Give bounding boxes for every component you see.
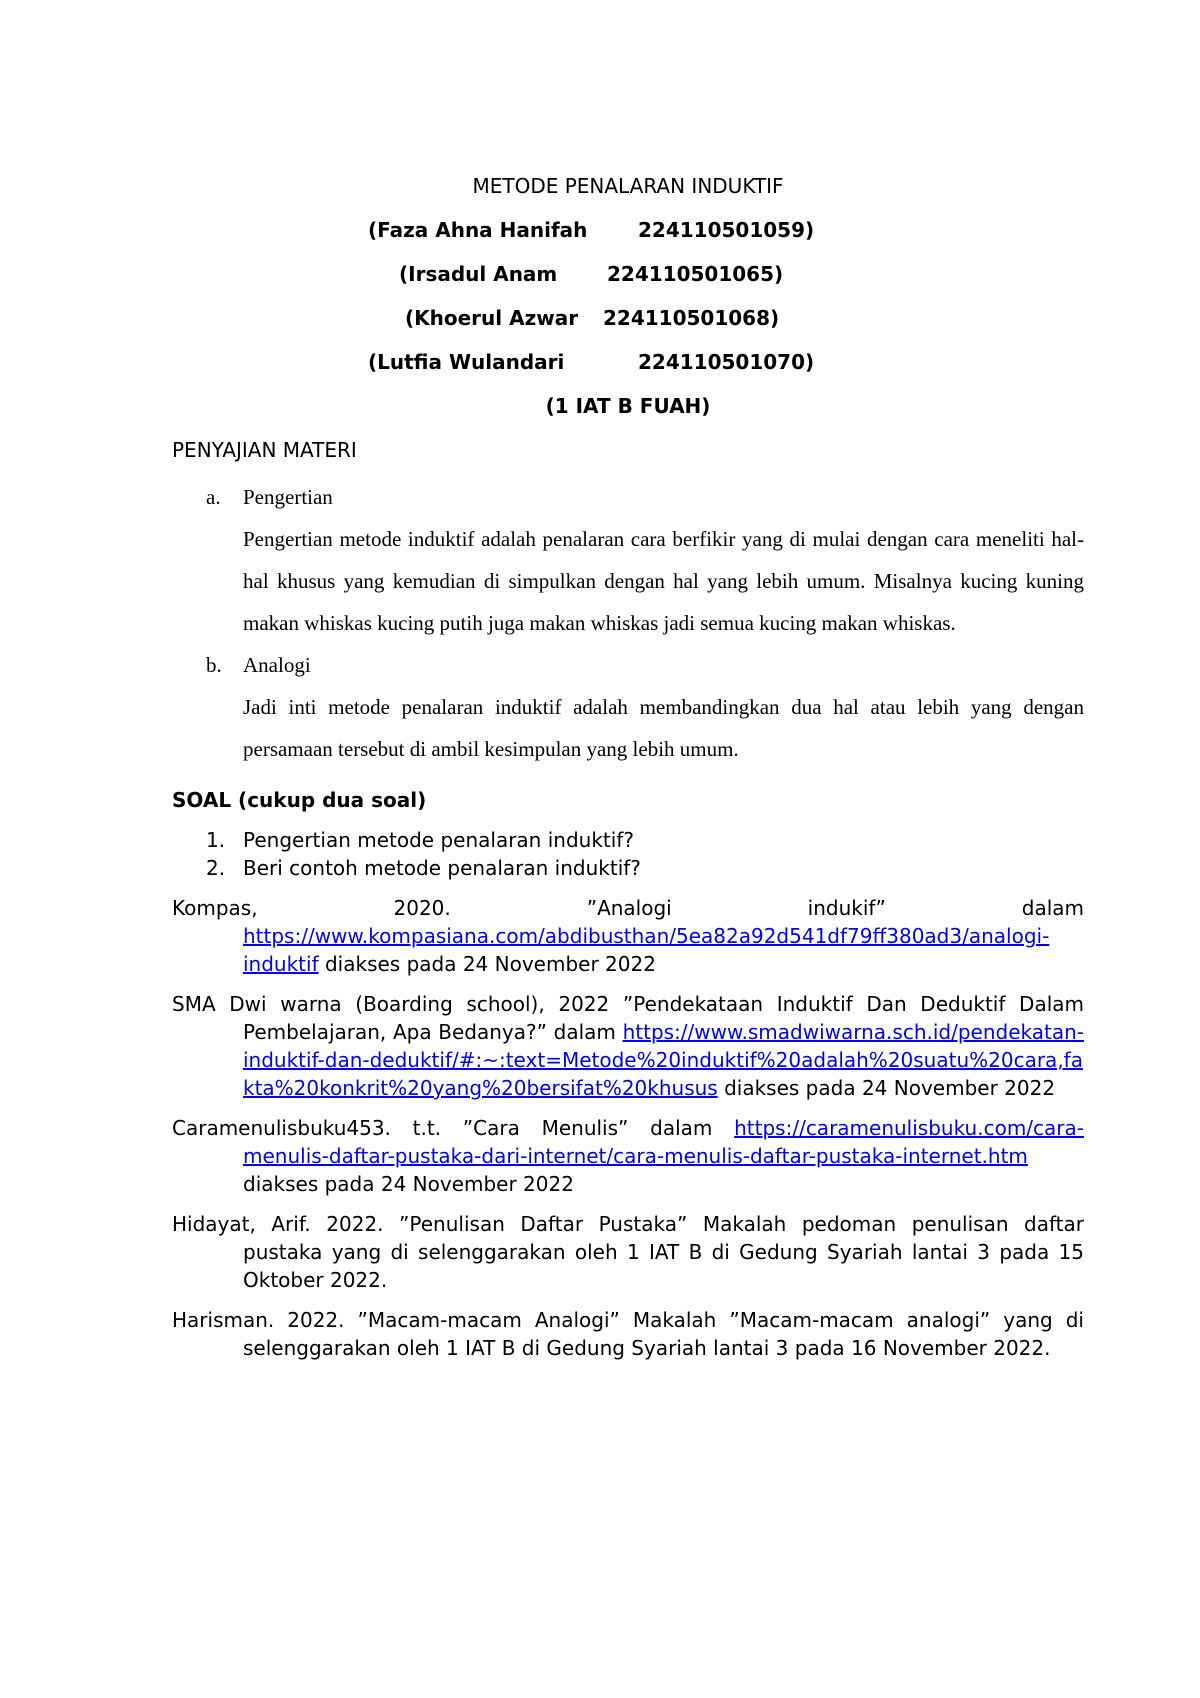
author-id: 224110501070)	[638, 350, 815, 374]
reference-text: diakses pada 24 November 2022	[318, 952, 656, 976]
author-row	[172, 212, 1084, 256]
author-id: 224110501059)	[638, 218, 815, 242]
author-row	[172, 344, 1084, 388]
section-heading: PENYAJIAN MATERI	[172, 438, 357, 462]
author-row	[172, 256, 1084, 300]
subsection-body: Pengertian metode induktif adalah penalaran cara berfikir yang di mulai dengan cara meneliti hal-hal khusus yang kemudian di simpulkan dengan hal yang lebih umum. Misalnya kucing kuning makan whiskas kucing putih juga makan whiskas jadi semua kucing makan whiskas.	[243, 527, 1084, 635]
list-marker: 1.	[206, 828, 226, 852]
document-page	[172, 168, 1084, 1374]
author-name: (Irsadul Anam	[399, 262, 558, 286]
author-name: (Lutfia Wulandari	[368, 350, 565, 374]
reference-entry	[172, 1114, 1084, 1198]
question-item	[172, 826, 1084, 854]
reference-text: diakses pada 24 November 2022	[243, 1172, 574, 1196]
reference-text: Harisman. 2022. ”Macam-macam Analogi” Makalah ”Macam-macam analogi” yang di selenggarakan oleh 1 IAT B di Gedung Syariah lantai 3 pada 16 November 2022.	[172, 1308, 1084, 1360]
subsection-heading	[172, 476, 1084, 518]
reference-entry	[172, 990, 1084, 1102]
author-name: (Khoerul Azwar	[405, 306, 579, 330]
list-marker: b.	[206, 653, 222, 677]
author-row	[172, 300, 1084, 344]
reference-text: Caramenulisbuku453. t.t. ”Cara Menulis” dalam	[172, 1116, 735, 1140]
reference-entry	[172, 894, 1084, 978]
reference-link[interactable]: https://www.smadwiwarna.sch.id/pendekatan-induktif-dan-deduktif/#:~:text=Metode%20induktif%20adalah%20suatu%20cara,fakta%20konkrit%20yang%20bersifat%20khusus	[243, 1020, 1084, 1100]
subsection-body: Jadi inti metode penalaran induktif adalah membandingkan dua hal atau lebih yang dengan persamaan tersebut di ambil kesimpulan yang lebih umum.	[243, 695, 1084, 761]
author-id: 224110501068)	[603, 306, 780, 330]
reference-text: Hidayat, Arif. 2022. ”Penulisan Daftar Pustaka” Makalah pedoman penulisan daftar pustaka yang di selenggarakan oleh 1 IAT B di Gedung Syariah lantai 3 pada 15 Oktober 2022.	[172, 1212, 1084, 1292]
reference-entry	[172, 1210, 1084, 1294]
question-text: Beri contoh metode penalaran induktif?	[243, 856, 641, 880]
question-item	[172, 854, 1084, 882]
reference-link[interactable]: https://caramenulisbuku.com/cara-menulis-daftar-pustaka-dari-internet/cara-menulis-daftar-pustaka-internet.htm	[243, 1116, 1084, 1168]
question-text: Pengertian metode penalaran induktif?	[243, 828, 634, 852]
list-marker: a.	[206, 485, 221, 509]
author-name: (Faza Ahna Hanifah	[368, 218, 588, 242]
document-title: METODE PENALARAN INDUKTIF	[472, 174, 784, 198]
subsection-heading	[172, 644, 1084, 686]
subsection-title: Analogi	[243, 653, 311, 677]
reference-entry	[172, 1306, 1084, 1362]
author-id: 224110501065)	[607, 262, 784, 286]
reference-text: SMA Dwi warna (Boarding school), 2022 ”Pendekataan Induktif Dan Deduktif Dalam Pembelajaran, Apa Bedanya?” dalam	[172, 992, 1084, 1044]
list-marker: 2.	[206, 856, 226, 880]
reference-text: diakses pada 24 November 2022	[717, 1076, 1056, 1100]
class-label: (1 IAT B FUAH)	[545, 394, 711, 418]
reference-text: Kompas, 2020. ”Analogi indukif” dalam	[172, 896, 1084, 920]
subsection-title: Pengertian	[243, 485, 333, 509]
soal-heading: SOAL (cukup dua soal)	[172, 788, 427, 812]
reference-link[interactable]: https://www.kompasiana.com/abdibusthan/5ea82a92d541df79ff380ad3/analogi-induktif	[243, 924, 1050, 976]
